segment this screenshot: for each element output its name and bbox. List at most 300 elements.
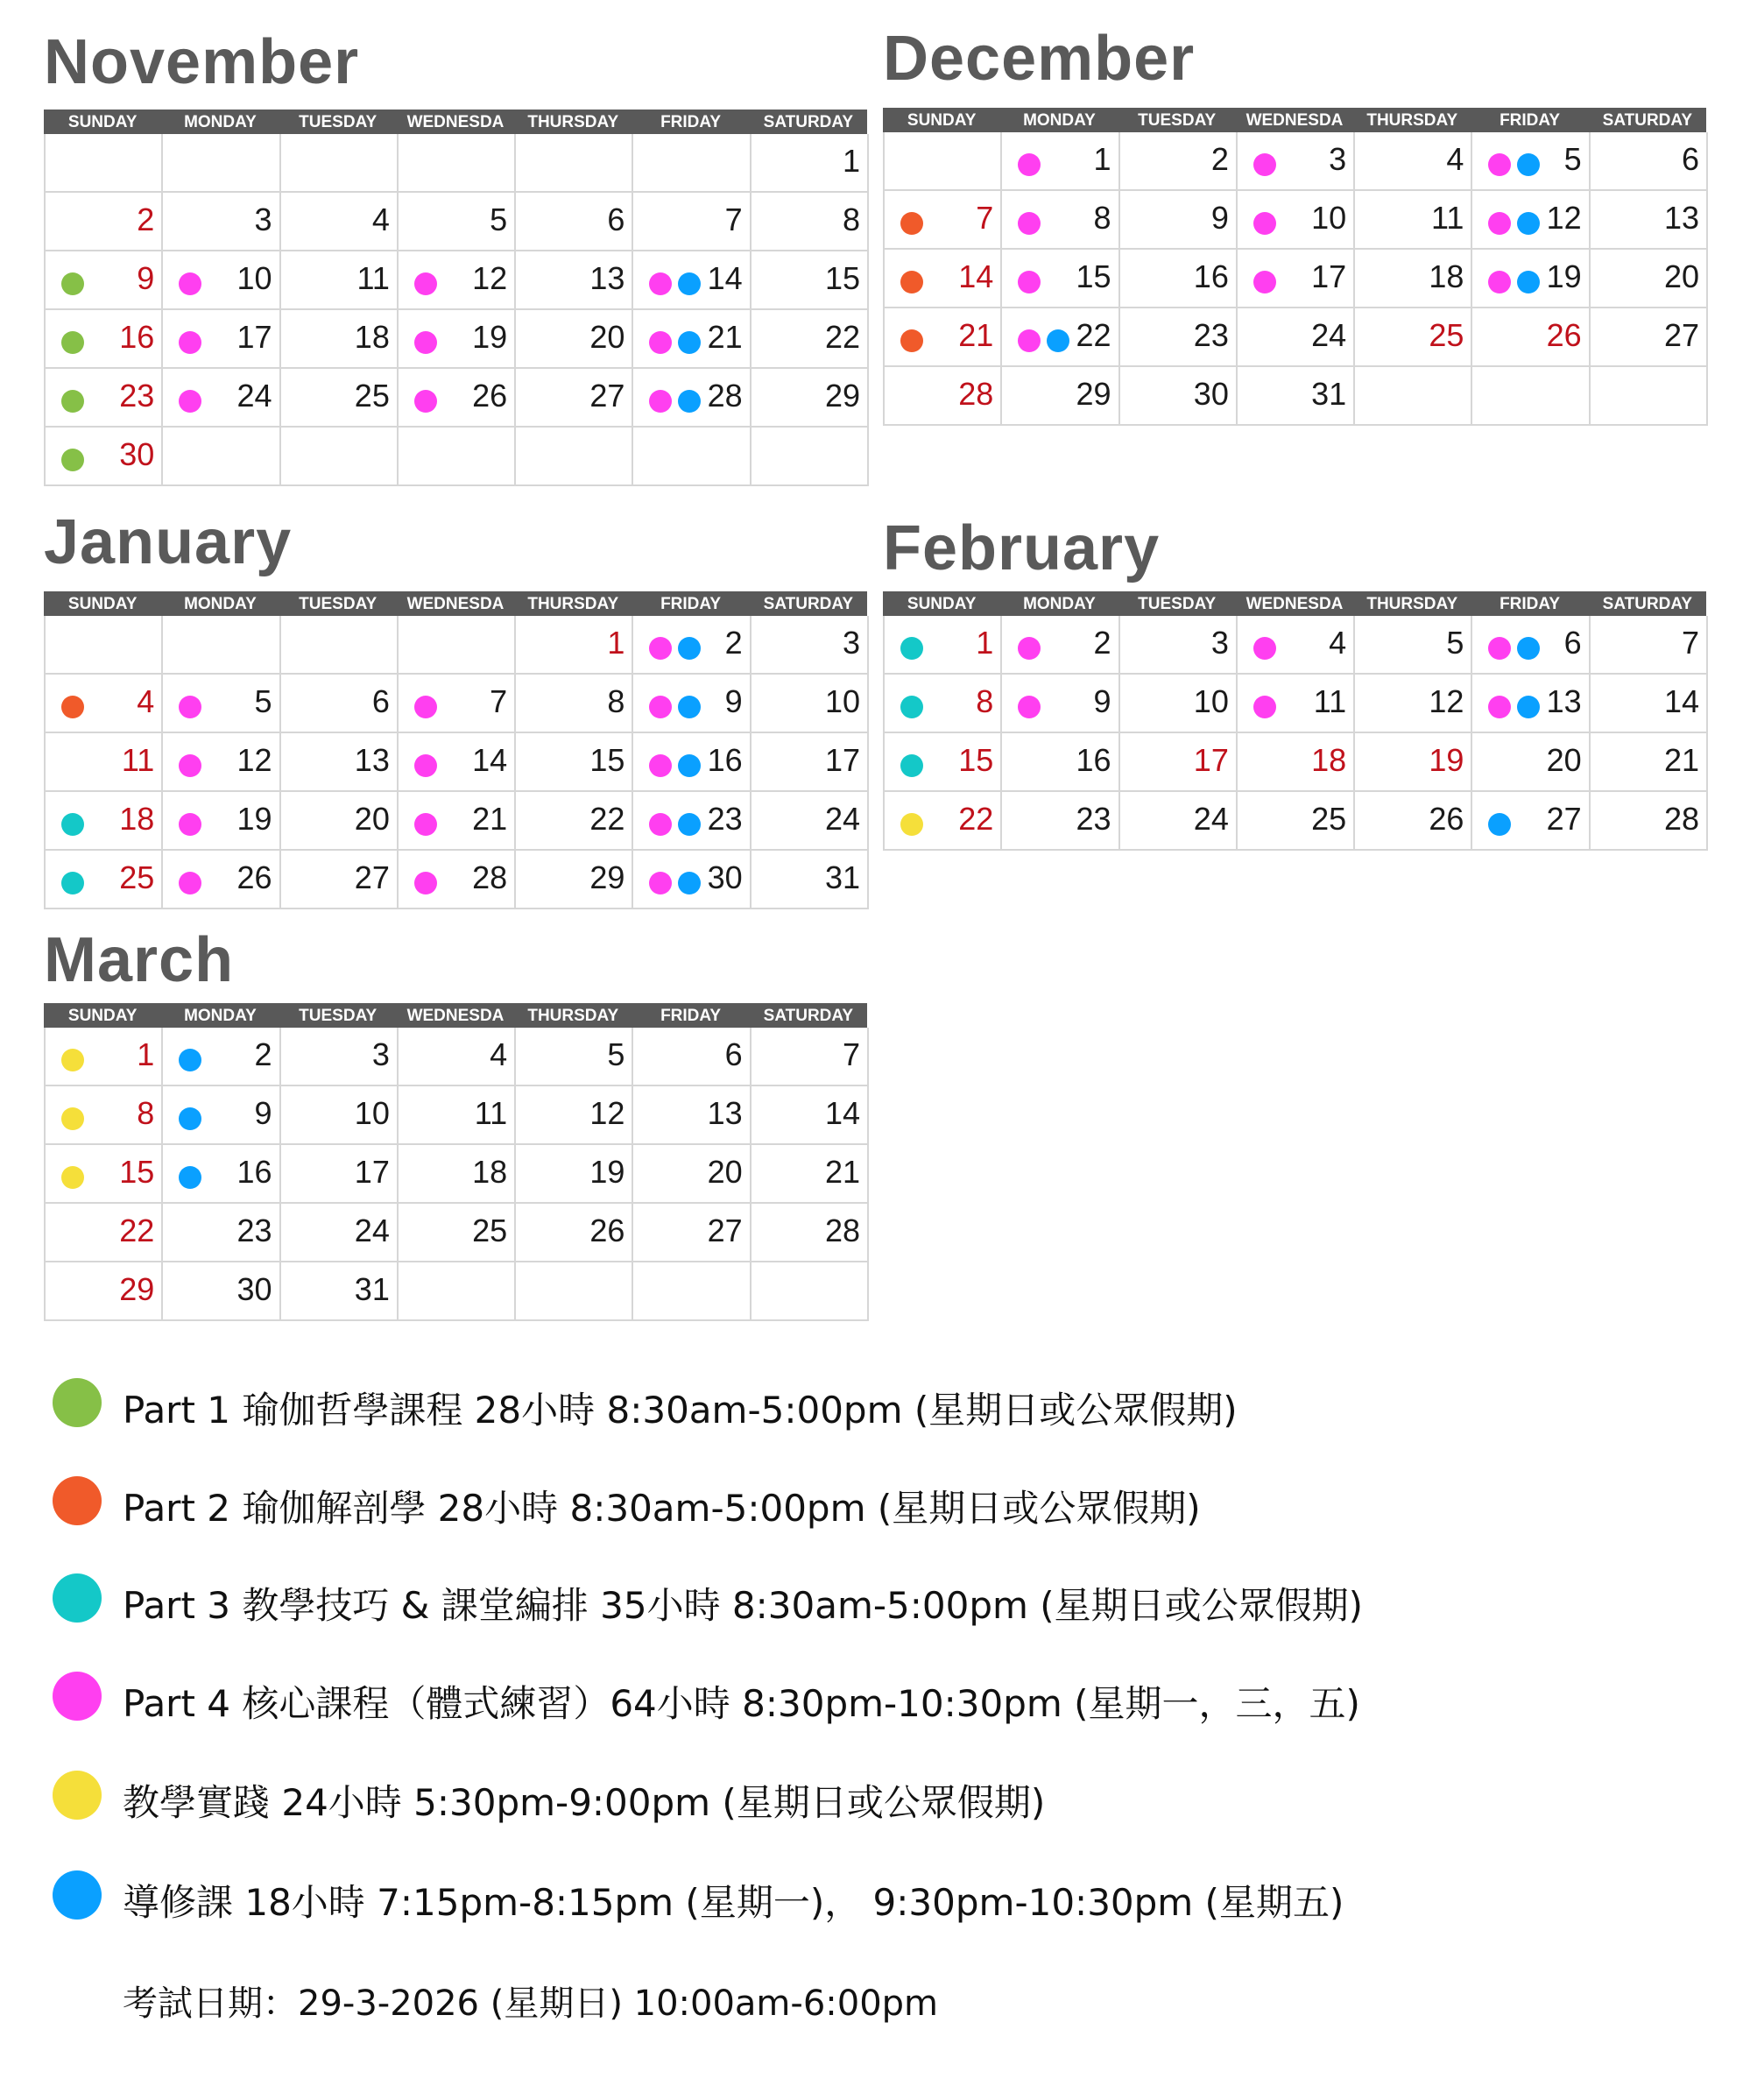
day-cell — [399, 251, 516, 310]
day-cell — [516, 1145, 633, 1204]
weekday-label: THURSDAY — [527, 113, 619, 131]
day-cell — [163, 428, 280, 486]
day-number: 6 — [607, 202, 625, 237]
pink-dot-icon — [179, 272, 201, 295]
day-cell — [633, 616, 751, 675]
weekday-label: SATURDAY — [763, 1007, 854, 1025]
day-number: 13 — [354, 742, 390, 778]
pink-dot-icon — [414, 754, 437, 777]
event-dots — [1253, 271, 1276, 293]
day-cell — [1002, 733, 1119, 792]
day-cell — [516, 251, 633, 310]
blue-dot-icon — [678, 872, 701, 894]
day-cell — [516, 1086, 633, 1145]
day-number: 12 — [589, 1095, 625, 1131]
day-cell — [1002, 675, 1119, 733]
weekday-label: MONDAY — [184, 595, 257, 613]
day-cell — [163, 1028, 280, 1086]
day-number: 18 — [119, 801, 155, 837]
day-cell — [752, 733, 869, 792]
day-cell — [1591, 367, 1708, 426]
day-number: 24 — [1311, 317, 1347, 353]
day-cell — [46, 616, 163, 675]
day-cell — [281, 369, 399, 428]
green-dot-icon — [61, 331, 84, 354]
blue-dot-icon — [1517, 696, 1540, 718]
day-number: 10 — [354, 1095, 390, 1131]
day-cell — [1355, 191, 1472, 250]
day-number: 17 — [824, 742, 860, 778]
day-cell — [1472, 792, 1590, 851]
blue-dot-icon — [678, 813, 701, 836]
calendar-grid — [883, 132, 1708, 426]
legend-label: Part 3 教學技巧 & 課堂編排 35小時 8:30am-5:00pm (星期日或公眾假期) — [123, 1584, 1364, 1627]
day-cell — [1120, 792, 1238, 851]
day-cell — [1120, 308, 1238, 367]
pink-dot-icon — [1488, 153, 1511, 176]
day-number: 19 — [1546, 258, 1582, 294]
day-number: 12 — [1546, 200, 1582, 236]
day-cell — [752, 851, 869, 909]
weekday-label: THURSDAY — [527, 595, 619, 613]
pink-dot-icon — [179, 331, 201, 354]
day-number: 2 — [724, 625, 743, 661]
day-cell — [516, 1262, 633, 1321]
day-cell — [1002, 132, 1119, 191]
yellow-dot-icon — [900, 813, 923, 836]
day-number: 8 — [842, 202, 860, 237]
day-number: 25 — [1429, 317, 1464, 353]
day-cell — [399, 733, 516, 792]
orange-dot-icon — [61, 696, 84, 718]
day-cell — [1002, 367, 1119, 426]
event-dots — [61, 696, 84, 718]
day-cell — [752, 1204, 869, 1262]
day-number: 17 — [1311, 258, 1347, 294]
day-number: 21 — [824, 1154, 860, 1190]
day-number: 16 — [1193, 258, 1229, 294]
day-number: 31 — [1311, 376, 1347, 412]
day-cell — [163, 369, 280, 428]
day-number: 15 — [958, 742, 994, 778]
day-number: 25 — [1311, 801, 1347, 837]
day-number: 31 — [824, 859, 860, 895]
day-number: 25 — [119, 859, 155, 895]
day-cell — [281, 1086, 399, 1145]
weekday-label: THURSDAY — [1366, 595, 1458, 613]
event-dots — [649, 390, 701, 413]
month-title: March — [44, 925, 235, 995]
day-cell — [752, 428, 869, 486]
event-dots — [179, 1166, 201, 1189]
day-number: 5 — [1563, 141, 1582, 177]
pink-dot-icon — [649, 754, 672, 777]
day-cell — [281, 310, 399, 369]
event-dots — [61, 331, 84, 354]
day-cell — [516, 193, 633, 251]
day-cell — [163, 1262, 280, 1321]
day-cell — [752, 1262, 869, 1321]
event-dots — [1488, 153, 1540, 176]
day-cell — [885, 191, 1002, 250]
day-cell — [1591, 308, 1708, 367]
day-cell — [46, 193, 163, 251]
day-cell — [163, 616, 280, 675]
day-cell — [46, 369, 163, 428]
event-dots — [1018, 637, 1041, 660]
day-cell — [1472, 250, 1590, 308]
pink-dot-icon — [53, 1672, 102, 1721]
day-cell — [46, 733, 163, 792]
weekday-label: THURSDAY — [1366, 111, 1458, 130]
pink-dot-icon — [1488, 637, 1511, 660]
day-number: 13 — [1546, 683, 1582, 719]
weekday-label: SUNDAY — [67, 595, 138, 613]
day-cell — [399, 369, 516, 428]
day-cell — [163, 1086, 280, 1145]
day-number: 27 — [1546, 801, 1582, 837]
day-number: 21 — [707, 319, 743, 355]
event-dots — [649, 331, 701, 354]
day-cell — [1120, 191, 1238, 250]
day-number: 26 — [1546, 317, 1582, 353]
day-cell — [1355, 616, 1472, 675]
weekday-label: SUNDAY — [907, 111, 977, 130]
day-cell — [752, 369, 869, 428]
day-number: 7 — [842, 1036, 860, 1072]
day-cell — [1472, 675, 1590, 733]
weekday-header — [44, 1003, 867, 1028]
day-cell — [163, 851, 280, 909]
event-dots — [61, 813, 84, 836]
weekday-label: SATURDAY — [1602, 111, 1693, 130]
day-cell — [516, 310, 633, 369]
day-number: 21 — [958, 317, 994, 353]
day-number: 20 — [1546, 742, 1582, 778]
day-number: 26 — [1429, 801, 1464, 837]
pink-dot-icon — [1018, 153, 1041, 176]
blue-dot-icon — [179, 1166, 201, 1189]
day-number: 19 — [236, 801, 272, 837]
event-dots — [414, 272, 437, 295]
blue-dot-icon — [678, 331, 701, 354]
day-number: 28 — [958, 376, 994, 412]
pink-dot-icon — [649, 272, 672, 295]
weekday-label: MONDAY — [184, 113, 257, 131]
day-number: 2 — [1093, 625, 1111, 661]
day-cell — [281, 134, 399, 193]
day-number: 22 — [958, 801, 994, 837]
day-cell — [46, 134, 163, 193]
day-cell — [633, 251, 751, 310]
weekday-label: WEDNESDA — [406, 1007, 505, 1025]
day-cell — [399, 428, 516, 486]
event-dots — [1488, 212, 1540, 235]
weekday-label: TUESDAY — [1138, 111, 1217, 130]
day-number: 30 — [1193, 376, 1229, 412]
day-cell — [1472, 132, 1590, 191]
day-number: 28 — [472, 859, 508, 895]
day-number: 15 — [824, 260, 860, 296]
event-dots — [1018, 212, 1041, 235]
day-number: 23 — [236, 1213, 272, 1248]
event-dots — [649, 696, 701, 718]
green-dot-icon — [61, 449, 84, 471]
event-dots — [179, 331, 201, 354]
day-number: 25 — [354, 378, 390, 414]
day-cell — [46, 251, 163, 310]
day-number: 7 — [490, 683, 508, 719]
teal-dot-icon — [900, 637, 923, 660]
day-number: 16 — [1076, 742, 1111, 778]
event-dots — [900, 271, 923, 293]
day-cell — [281, 675, 399, 733]
blue-dot-icon — [1517, 271, 1540, 293]
day-number: 19 — [589, 1154, 625, 1190]
blue-dot-icon — [678, 637, 701, 660]
day-cell — [1002, 250, 1119, 308]
day-number: 24 — [354, 1213, 390, 1248]
day-cell — [516, 369, 633, 428]
day-cell — [1472, 616, 1590, 675]
calendar-grid — [44, 1028, 869, 1321]
calendar-grid — [44, 134, 869, 486]
orange-dot-icon — [900, 271, 923, 293]
day-cell — [46, 675, 163, 733]
day-cell — [46, 1028, 163, 1086]
day-cell — [1355, 792, 1472, 851]
day-cell — [399, 134, 516, 193]
event-dots — [61, 449, 84, 471]
day-number: 9 — [724, 683, 743, 719]
day-number: 16 — [236, 1154, 272, 1190]
day-cell — [281, 193, 399, 251]
event-dots — [900, 813, 923, 836]
day-cell — [752, 1028, 869, 1086]
teal-dot-icon — [61, 813, 84, 836]
orange-dot-icon — [900, 212, 923, 235]
event-dots — [61, 1049, 84, 1071]
day-number: 12 — [472, 260, 508, 296]
event-dots — [1488, 271, 1540, 293]
blue-dot-icon — [1517, 153, 1540, 176]
pink-dot-icon — [649, 331, 672, 354]
day-cell — [1238, 792, 1355, 851]
day-number: 9 — [1210, 200, 1229, 236]
weekday-label: FRIDAY — [660, 113, 722, 131]
event-dots — [414, 390, 437, 413]
legend-label: Part 4 核心課程（體式練習）64小時 8:30pm-10:30pm (星期一，三，五) — [123, 1682, 1360, 1725]
day-number: 3 — [1210, 625, 1229, 661]
day-number: 25 — [472, 1213, 508, 1248]
day-cell — [633, 369, 751, 428]
day-cell — [399, 616, 516, 675]
day-cell — [163, 675, 280, 733]
event-dots — [1018, 153, 1041, 176]
day-cell — [516, 1028, 633, 1086]
day-cell — [399, 851, 516, 909]
event-dots — [179, 272, 201, 295]
day-cell — [516, 616, 633, 675]
month-title: February — [883, 513, 1161, 583]
day-cell — [1238, 132, 1355, 191]
weekday-label: WEDNESDA — [1246, 111, 1344, 130]
event-dots — [900, 637, 923, 660]
day-cell — [1238, 616, 1355, 675]
day-cell — [1238, 250, 1355, 308]
day-cell — [1120, 675, 1238, 733]
day-number: 26 — [236, 859, 272, 895]
event-dots — [179, 754, 201, 777]
day-number: 6 — [371, 683, 390, 719]
pink-dot-icon — [179, 813, 201, 836]
day-number: 5 — [254, 683, 272, 719]
day-cell — [516, 851, 633, 909]
day-cell — [633, 1145, 751, 1204]
day-cell — [516, 134, 633, 193]
day-number: 21 — [1663, 742, 1699, 778]
weekday-label: FRIDAY — [660, 595, 722, 613]
day-cell — [885, 367, 1002, 426]
weekday-label: FRIDAY — [1500, 595, 1561, 613]
pink-dot-icon — [649, 813, 672, 836]
day-number: 4 — [371, 202, 390, 237]
event-dots — [1253, 637, 1276, 660]
yellow-dot-icon — [61, 1049, 84, 1071]
day-cell — [516, 428, 633, 486]
yellow-dot-icon — [61, 1107, 84, 1130]
pink-dot-icon — [1488, 696, 1511, 718]
pink-dot-icon — [1488, 212, 1511, 235]
day-number: 1 — [842, 143, 860, 179]
day-cell — [885, 308, 1002, 367]
pink-dot-icon — [649, 696, 672, 718]
day-cell — [163, 251, 280, 310]
day-number: 10 — [824, 683, 860, 719]
day-cell — [1120, 733, 1238, 792]
day-cell — [1472, 733, 1590, 792]
event-dots — [900, 212, 923, 235]
day-cell — [633, 675, 751, 733]
day-number: 28 — [1663, 801, 1699, 837]
month-title: December — [883, 24, 1196, 94]
day-cell — [46, 1145, 163, 1204]
day-number: 9 — [1093, 683, 1111, 719]
day-number: 19 — [1429, 742, 1464, 778]
day-number: 3 — [371, 1036, 390, 1072]
day-cell — [516, 675, 633, 733]
day-cell — [633, 134, 751, 193]
day-number: 1 — [137, 1036, 155, 1072]
day-number: 13 — [1663, 200, 1699, 236]
weekday-label: WEDNESDA — [1246, 595, 1344, 613]
pink-dot-icon — [1253, 212, 1276, 235]
day-number: 4 — [1446, 141, 1464, 177]
day-number: 20 — [1663, 258, 1699, 294]
day-cell — [633, 428, 751, 486]
blue-dot-icon — [1517, 637, 1540, 660]
day-cell — [163, 792, 280, 851]
blue-dot-icon — [179, 1049, 201, 1071]
weekday-label: TUESDAY — [299, 595, 378, 613]
pink-dot-icon — [1253, 637, 1276, 660]
day-number: 14 — [1663, 683, 1699, 719]
event-dots — [414, 696, 437, 718]
day-cell — [399, 1086, 516, 1145]
day-number: 29 — [824, 378, 860, 414]
day-number: 29 — [119, 1271, 155, 1307]
pink-dot-icon — [179, 390, 201, 413]
day-number: 6 — [1563, 625, 1582, 661]
day-cell — [1120, 616, 1238, 675]
day-cell — [1002, 792, 1119, 851]
day-cell — [281, 1262, 399, 1321]
day-cell — [281, 1145, 399, 1204]
green-dot-icon — [61, 390, 84, 413]
day-cell — [281, 616, 399, 675]
weekday-label: MONDAY — [1023, 111, 1096, 130]
day-cell — [163, 193, 280, 251]
day-cell — [885, 132, 1002, 191]
day-cell — [633, 1028, 751, 1086]
day-number: 4 — [1329, 625, 1347, 661]
day-number: 17 — [1193, 742, 1229, 778]
teal-dot-icon — [61, 872, 84, 894]
event-dots — [414, 813, 437, 836]
day-number: 27 — [589, 378, 625, 414]
exam-date: 考試日期：29-3-2026 (星期日) 10:00am-6:00pm — [123, 1983, 939, 2024]
blue-dot-icon — [678, 272, 701, 295]
day-number: 18 — [1429, 258, 1464, 294]
blue-dot-icon — [1488, 813, 1511, 836]
day-cell — [46, 851, 163, 909]
day-number: 20 — [354, 801, 390, 837]
pink-dot-icon — [649, 390, 672, 413]
day-cell — [163, 1204, 280, 1262]
legend-label: Part 1 瑜伽哲學課程 28小時 8:30am-5:00pm (星期日或公眾假期) — [123, 1389, 1238, 1432]
day-number: 22 — [1076, 317, 1111, 353]
blue-dot-icon — [678, 754, 701, 777]
day-number: 17 — [236, 319, 272, 355]
day-cell — [1591, 675, 1708, 733]
weekday-label: SATURDAY — [1602, 595, 1693, 613]
weekday-label: WEDNESDA — [406, 595, 505, 613]
day-cell — [1238, 191, 1355, 250]
event-dots — [179, 872, 201, 894]
day-number: 18 — [472, 1154, 508, 1190]
pink-dot-icon — [179, 872, 201, 894]
day-number: 12 — [1429, 683, 1464, 719]
weekday-label: FRIDAY — [660, 1007, 722, 1025]
day-number: 30 — [119, 436, 155, 472]
pink-dot-icon — [414, 813, 437, 836]
day-cell — [1472, 191, 1590, 250]
event-dots — [414, 754, 437, 777]
teal-dot-icon — [53, 1573, 102, 1623]
day-number: 23 — [1076, 801, 1111, 837]
teal-dot-icon — [900, 754, 923, 777]
day-number: 27 — [354, 859, 390, 895]
day-cell — [46, 1204, 163, 1262]
event-dots — [900, 754, 923, 777]
day-number: 2 — [137, 202, 155, 237]
blue-dot-icon — [179, 1107, 201, 1130]
day-number: 22 — [589, 801, 625, 837]
day-number: 7 — [1681, 625, 1699, 661]
day-number: 14 — [707, 260, 743, 296]
day-number: 16 — [707, 742, 743, 778]
month-title: November — [44, 27, 360, 97]
